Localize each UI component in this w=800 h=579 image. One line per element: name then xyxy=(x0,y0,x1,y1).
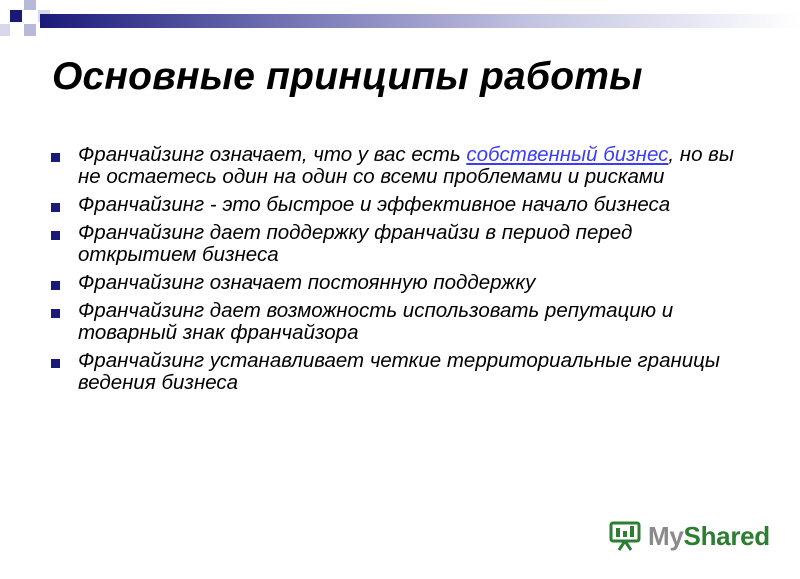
presentation-board-icon xyxy=(608,519,642,553)
square-bullet-icon xyxy=(51,231,60,240)
bullet-text-3: Франчайзинг дает поддержку франчайзи в период перед открытием бизнеса xyxy=(78,221,633,266)
bullet-item-6 xyxy=(48,350,748,394)
watermark-brand-part1: My xyxy=(648,520,684,551)
bullet-item-4 xyxy=(48,272,748,294)
bullet-item-3 xyxy=(48,222,748,266)
bullet-text-2: Франчайзинг - это быстрое и эффективное начало бизнеса xyxy=(78,193,671,216)
square-bullet-icon xyxy=(51,281,60,290)
bullet-item-1 xyxy=(48,144,748,188)
bullet-text-4: Франчайзинг означает постоянную поддержку xyxy=(78,271,536,294)
square-bullet-icon xyxy=(51,309,60,318)
watermark-brand-text xyxy=(648,521,770,552)
square-bullet-icon xyxy=(51,153,60,162)
slide-title: Основные принципы работы xyxy=(52,55,643,98)
watermark-brand-part2: Shared xyxy=(683,520,770,551)
myshared-watermark xyxy=(608,518,770,554)
bullet-text-5: Франчайзинг дает возможность использовать репутацию и товарный знак франчайзора xyxy=(78,299,674,344)
bullet-list xyxy=(48,144,748,400)
bullet-item-5 xyxy=(48,300,748,344)
square-bullet-icon xyxy=(51,203,60,212)
bullet-text-1-before: Франчайзинг означает, что у вас есть xyxy=(78,143,467,166)
square-bullet-icon xyxy=(51,359,60,368)
bullet-item-2 xyxy=(48,194,748,216)
bullet-text-6: Франчайзинг устанавливает четкие территориальные границы ведения бизнеса xyxy=(78,349,720,394)
bullet-text-1-after: , но вы не остаетесь один на один со всеми проблемами и рисками xyxy=(78,143,734,188)
own-business-link[interactable]: собственный бизнес xyxy=(466,143,669,166)
header-gradient-bar xyxy=(40,14,800,28)
